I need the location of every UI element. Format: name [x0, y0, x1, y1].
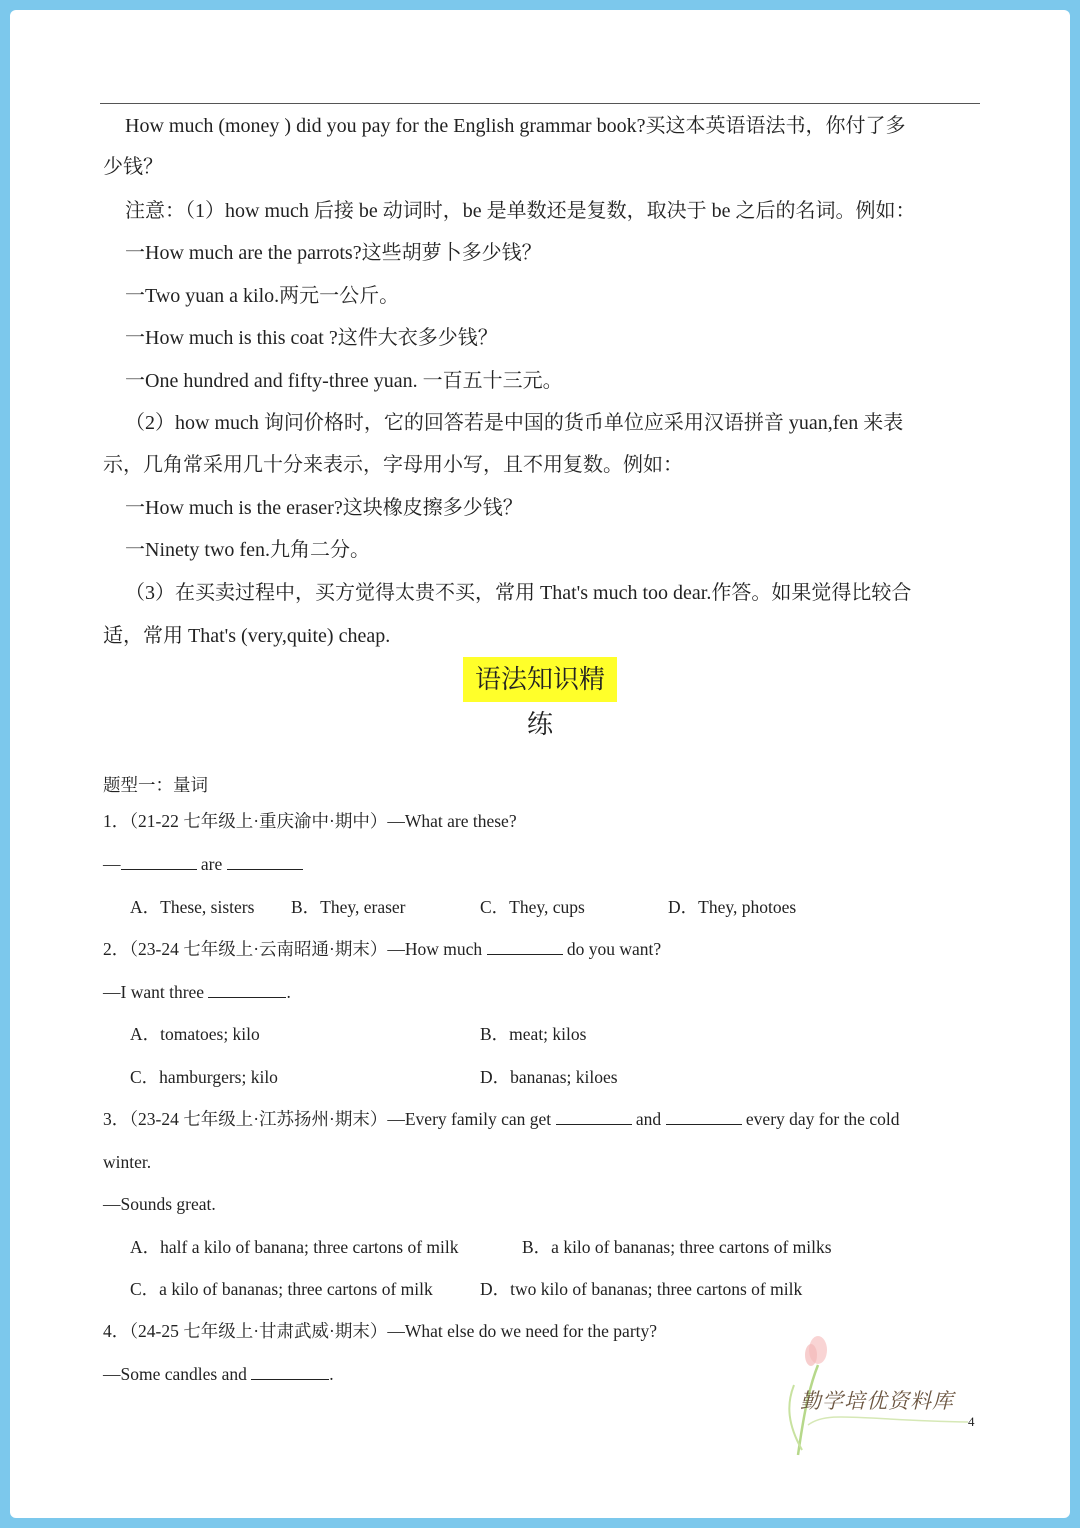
option-b[interactable]: B．meat; kilos [480, 1024, 587, 1044]
answer-blank[interactable] [121, 853, 197, 870]
option-a[interactable]: A．half a kilo of banana; three cartons of milk [130, 1237, 459, 1257]
question-type-heading: 题型一：量词 [103, 775, 208, 795]
example-line: 一One hundred and fifty-three yuan. 一百五十三元。 [125, 370, 563, 392]
option-c[interactable]: C．hamburgers; kilo [130, 1067, 278, 1087]
answer-blank[interactable] [208, 981, 286, 998]
question-1-reply: — are [103, 852, 303, 876]
note-2a: （2）how much 询问价格时，它的回答若是中国的货币单位应采用汉语拼音 yuan,fen 来表 [125, 412, 904, 434]
example-line: 一How much is this coat ?这件大衣多少钱？ [125, 327, 498, 349]
option-a[interactable]: A．tomatoes; kilo [130, 1024, 260, 1044]
question-3-stem-cont: winter. [103, 1152, 152, 1172]
option-b[interactable]: B．They, eraser [291, 897, 406, 917]
header-rule [100, 103, 980, 104]
question-1-stem: 1．（21-22 七年级上·重庆渝中·期中）—What are these? [103, 811, 517, 831]
answer-blank[interactable] [556, 1108, 632, 1125]
note-heading: 注意：（1）how much 后接 be 动词时，be 是单数还是复数，取决于 be 之后的名词。例如： [125, 200, 916, 222]
option-b[interactable]: B．a kilo of bananas; three cartons of milks [522, 1237, 832, 1257]
option-a[interactable]: A．These, sisters [130, 897, 255, 917]
question-4-stem: 4．（24-25 七年级上·甘肃武威·期末）—What else do we need for the party? [103, 1321, 658, 1341]
option-d[interactable]: D．bananas; kiloes [480, 1067, 618, 1087]
note-2b: 示，几角常采用几十分来表示，字母用小写，且不用复数。例如： [103, 454, 683, 476]
line-1b: 少钱？ [103, 156, 163, 178]
question-2-stem: 2．（23-24 七年级上·云南昭通·期末）—How much do you want? [103, 939, 662, 959]
page-number: 4 [968, 1414, 975, 1429]
example-line: 一How much are the parrots?这些胡萝卜多少钱？ [125, 242, 542, 264]
example-line: 一Two yuan a kilo.两元一公斤。 [125, 285, 400, 307]
answer-blank[interactable] [227, 853, 303, 870]
note-3b: 适，常用 That's (very,quite) cheap. [103, 625, 391, 647]
answer-blank[interactable] [666, 1108, 742, 1125]
option-c[interactable]: C．They, cups [480, 897, 585, 917]
option-d[interactable]: D．They, photoes [668, 897, 797, 917]
question-4-reply: —Some candles and . [103, 1364, 334, 1384]
option-c[interactable]: C．a kilo of bananas; three cartons of milk [130, 1279, 433, 1299]
section-title: 语法知识精练 [463, 657, 617, 702]
example-line: 一Ninety two fen.九角二分。 [125, 539, 370, 561]
answer-blank[interactable] [487, 938, 563, 955]
example-line: 一How much is the eraser?这块橡皮擦多少钱？ [125, 497, 523, 519]
question-2-reply: —I want three . [103, 982, 291, 1002]
watermark-text: 勤学培优资料库 [800, 1389, 954, 1413]
option-d[interactable]: D．two kilo of bananas; three cartons of milk [480, 1279, 803, 1299]
line-1a: How much (money ) did you pay for the English grammar book?买这本英语语法书，你付了多 [125, 115, 906, 137]
answer-blank[interactable] [251, 1363, 329, 1380]
note-3a: （3）在买卖过程中，买方觉得太贵不买，常用 That's much too dear.作答。如果觉得比较合 [125, 582, 912, 604]
question-3-reply: —Sounds great. [103, 1194, 216, 1214]
question-3-stem: 3．（23-24 七年级上·江苏扬州·期末）—Every family can get and every day for the cold [103, 1109, 900, 1129]
